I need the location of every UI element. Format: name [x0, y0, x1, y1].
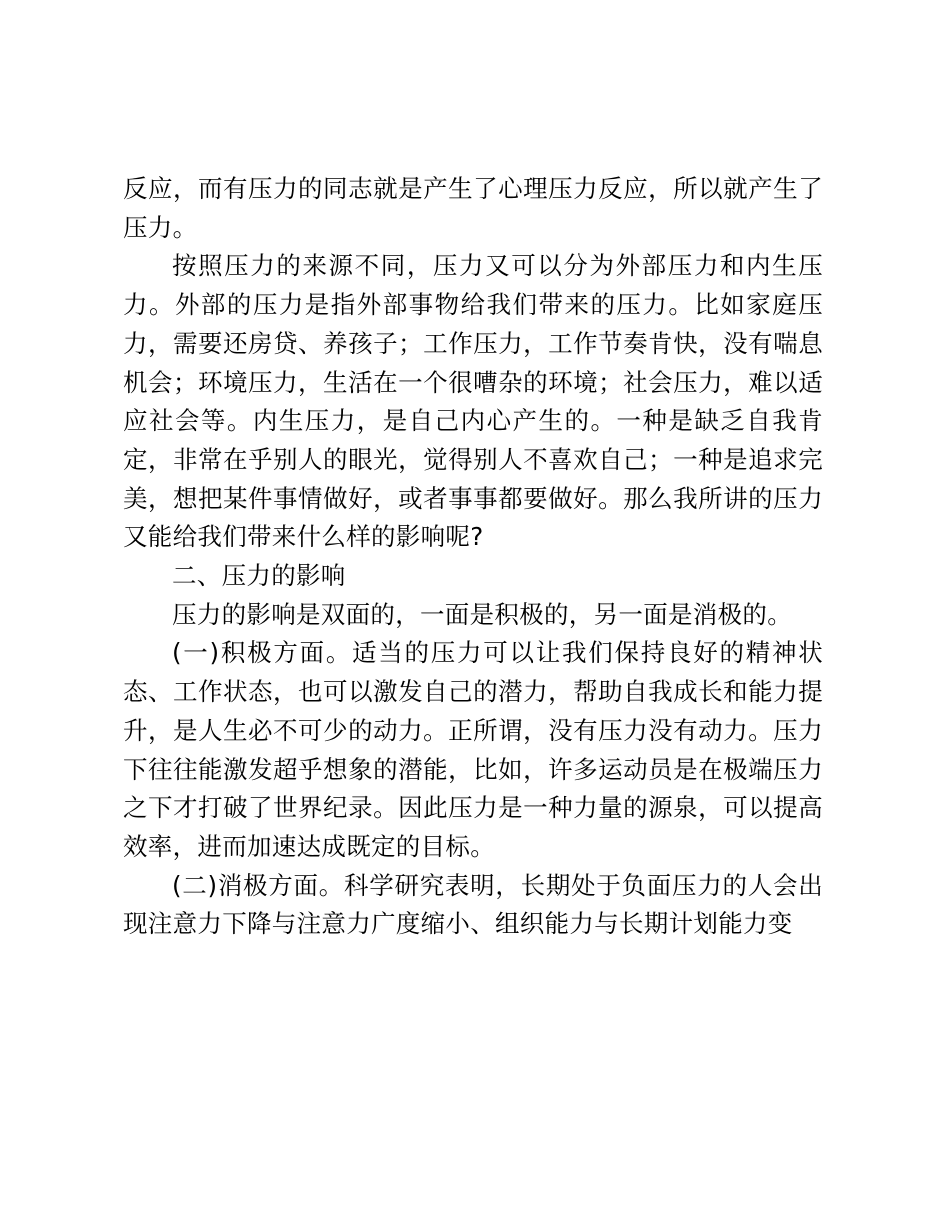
- section-heading-pressure-impact: 二、压力的影响: [172, 561, 346, 591]
- paragraph-pressure-sources: 按照压力的来源不同，压力又可以分为外部压力和内生压力。外部的压力是指外部事物给我们带来的压力。比如家庭压力，需要还房贷、养孩子；工作压力，工作节奏肯快，没有喘息机会；环境压力，生活在一个很嘈杂的环境；社会压力，难以适应社会等。内生压力，是自己内心产生的。一种是缺乏自我肯定，非常在乎别人的眼光，觉得别人不喜欢自己；一种是追求完美，想把某件事情做好，或者事事都要做好。那么我所讲的压力又能给我们带来什么样的影响呢?: [123, 251, 823, 552]
- paragraph-continuation: 反应，而有压力的同志就是产生了心理压力反应，所以就产生了压力。: [123, 174, 823, 242]
- paragraph-positive-aspect: (一)积极方面。适当的压力可以让我们保持良好的精神状态、工作状态，也可以激发自己的潜力，帮助自我成长和能力提升，是人生必不可少的动力。正所谓，没有压力没有动力。压力下往往能激发超乎想象的潜能，比如，许多运动员是在极端压力之下才打破了世界纪录。因此压力是一种力量的源泉，可以提高效率，进而加速达成既定的目标。: [123, 638, 823, 861]
- paragraph-impact-summary: 压力的影响是双面的，一面是积极的，另一面是消极的。: [172, 599, 792, 629]
- paragraph-negative-aspect: (二)消极方面。科学研究表明，长期处于负面压力的人会出现注意力下降与注意力广度缩小、组织能力与长期计划能力变: [123, 870, 823, 939]
- document-page: [123, 170, 823, 944]
